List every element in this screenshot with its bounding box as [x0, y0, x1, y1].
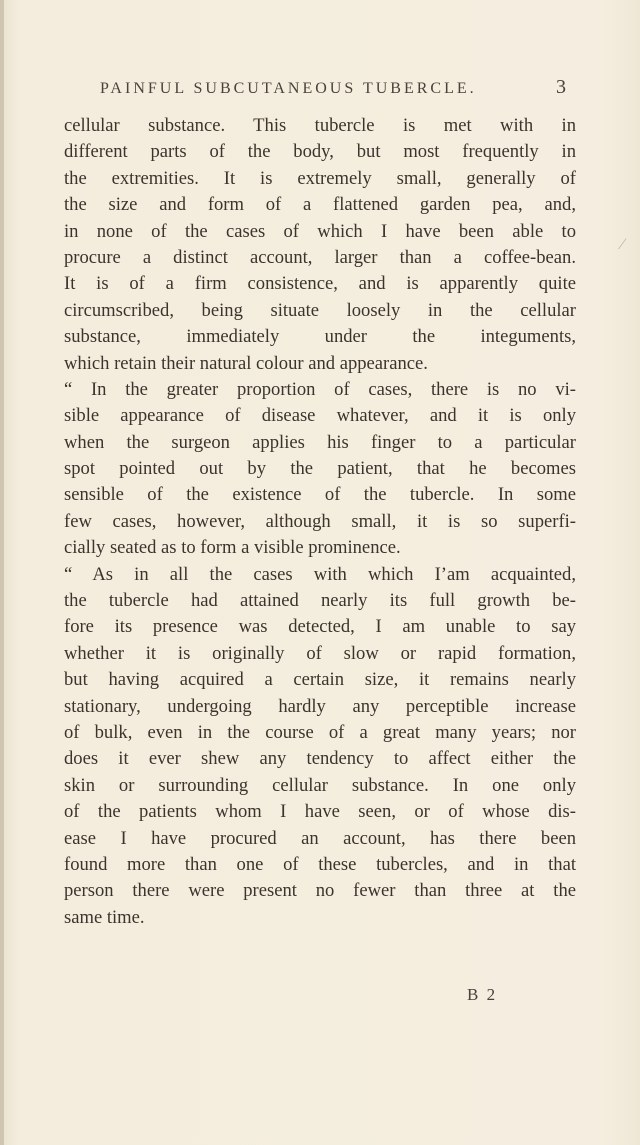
text-line: cially seated as to form a visible prominence.	[64, 537, 401, 559]
text-line: does it ever shew any tendency to affect either the	[64, 748, 576, 770]
text-line: person there were present no fewer than three at the	[64, 880, 576, 902]
text-line: “ As in all the cases with which I’am acquainted,	[64, 563, 576, 585]
text-line: found more than one of these tubercles, and in that	[64, 853, 576, 875]
text-line: the extremities. It is extremely small, generally of	[64, 167, 576, 189]
text-line: sible appearance of disease whatever, and it is only	[64, 405, 576, 427]
text-line: but having acquired a certain size, it remains nearly	[64, 669, 576, 691]
text-line: when the surgeon applies his finger to a particular	[64, 431, 576, 453]
text-line: whether it is originally of slow or rapid formation,	[64, 642, 576, 664]
text-line: the size and form of a flattened garden pea, and,	[64, 194, 576, 216]
text-line: procure a distinct account, larger than a coffee-bean.	[64, 246, 576, 268]
text-line: substance, immediately under the integuments,	[64, 326, 576, 348]
body-text	[64, 113, 576, 931]
text-line: of bulk, even in the course of a great many years; nor	[64, 721, 576, 743]
text-line: in none of the cases of which I have been able to	[64, 220, 576, 242]
text-line: It is of a firm consistence, and is apparently quite	[64, 273, 576, 295]
text-line: circumscribed, being situate loosely in the cellular	[64, 299, 576, 321]
text-line: cellular substance. This tubercle is met with in	[64, 115, 576, 136]
margin-mark: ⁄	[621, 236, 624, 253]
page-number: 3	[556, 76, 566, 98]
text-line: sensible of the existence of the tubercle. In some	[64, 484, 576, 506]
text-line: which retain their natural colour and appearance.	[64, 352, 428, 374]
page-binding-edge	[0, 0, 4, 1145]
running-head: PAINFUL SUBCUTANEOUS TUBERCLE.	[100, 80, 477, 97]
text-line: fore its presence was detected, I am unable to say	[64, 616, 576, 638]
text-line: spot pointed out by the patient, that he becomes	[64, 458, 576, 480]
text-line: different parts of the body, but most frequently in	[64, 141, 576, 163]
signature-mark: B 2	[467, 985, 498, 1004]
text-line: same time.	[64, 906, 145, 928]
text-line: ease I have procured an account, has there been	[64, 827, 576, 849]
text-line: stationary, undergoing hardly any perceptible increase	[64, 695, 576, 717]
text-line: few cases, however, although small, it is so superfi-	[64, 510, 576, 532]
text-line: skin or surrounding cellular substance. In one only	[64, 774, 576, 796]
text-line: of the patients whom I have seen, or of whose dis-	[64, 801, 576, 823]
text-line: “ In the greater proportion of cases, there is no vi-	[64, 378, 576, 400]
text-line: the tubercle had attained nearly its full growth be-	[64, 590, 576, 612]
